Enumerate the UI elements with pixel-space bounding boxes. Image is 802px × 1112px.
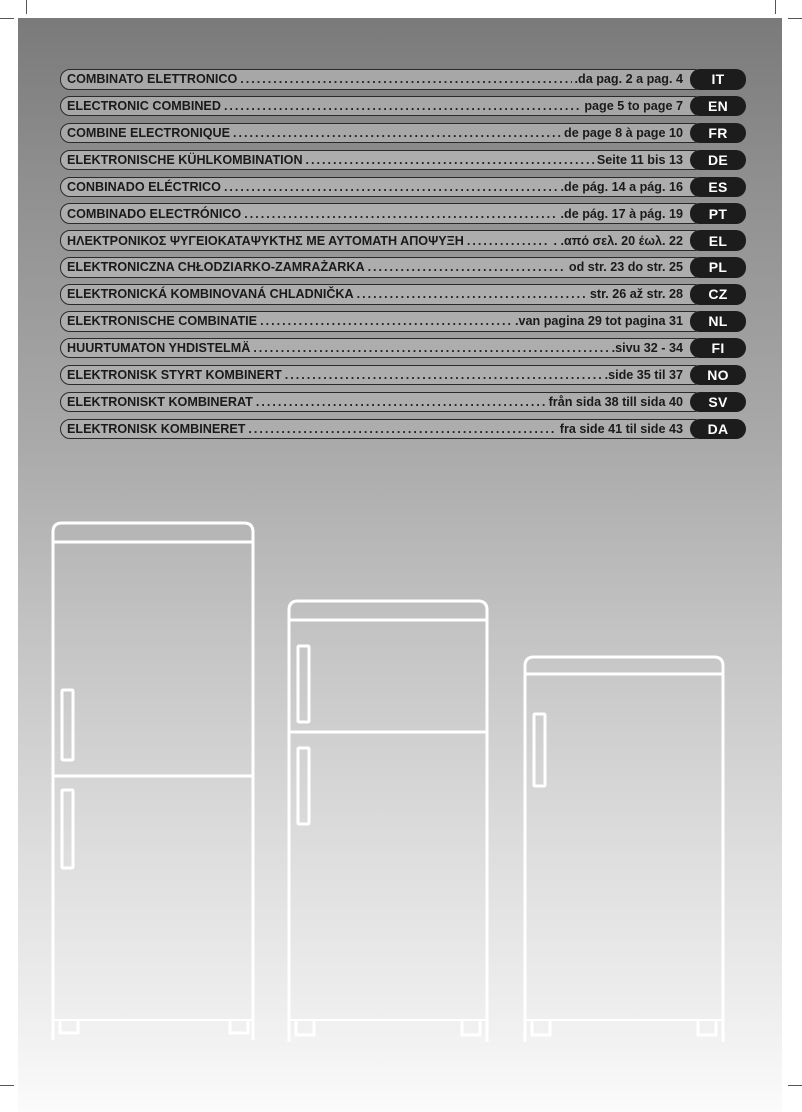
toc-entry — [60, 230, 704, 251]
toc-title: COMBINE ELECTRONIQUE — [67, 126, 231, 141]
toc-pages: från sida 38 till sida 40 — [548, 394, 683, 409]
toc-title: ELEKTRONICKÁ KOMBINOVANÁ CHLADNIČKA — [67, 287, 354, 302]
toc-pages: od str. 23 do str. 25 — [568, 260, 683, 275]
toc-title: ΗΛΕΚΤΡΟΝΙΚΟΣ ΨΥΓΕΙΟΚΑΤΑΨΥΚΤΗΣ ΜΕ ΑΥΤΟΜΑΤΗ ΑΠΟΨΥΞΗ — [67, 233, 464, 248]
language-code-badge: PT — [690, 203, 746, 224]
leader-dots — [233, 126, 561, 140]
toc-title: ELECTRONIC COMBINED — [67, 99, 221, 114]
language-code-badge: ES — [690, 177, 746, 198]
toc-row-cz[interactable] — [60, 284, 746, 305]
toc-title: ELEKTRONISK STYRT KOMBINERT — [67, 368, 282, 383]
crop-mark — [0, 18, 14, 19]
toc-row-en[interactable] — [60, 96, 746, 117]
leader-dots — [244, 207, 557, 221]
language-code-badge: CZ — [690, 284, 746, 305]
toc-title: ELEKTRONISCHE COMBINATIE — [67, 314, 258, 329]
toc-entry — [60, 203, 704, 224]
toc-pages: .de pág. 14 a pág. 16 — [560, 179, 683, 194]
leader-dots — [357, 287, 587, 301]
toc-pages: . .από σελ. 20 έωλ. 22 — [553, 233, 683, 248]
leader-dots — [240, 72, 571, 86]
toc-entry — [60, 257, 704, 278]
toc-row-fi[interactable] — [60, 338, 746, 359]
toc-row-no[interactable] — [60, 365, 746, 386]
language-code-badge: IT — [690, 69, 746, 90]
leader-dots — [285, 368, 602, 382]
toc-pages: Seite 11 bis 13 — [596, 152, 683, 167]
toc-pages: str. 26 až str. 28 — [589, 287, 683, 302]
toc-entry — [60, 123, 704, 144]
toc-pages: page 5 to page 7 — [584, 99, 683, 114]
toc-row-sv[interactable] — [60, 392, 746, 413]
toc-pages: de page 8 à page 10 — [564, 126, 683, 141]
leader-dots — [368, 260, 566, 274]
toc-row-de[interactable] — [60, 150, 746, 171]
toc-row-da[interactable] — [60, 419, 746, 440]
toc-entry — [60, 419, 704, 440]
leader-dots — [224, 180, 558, 194]
language-code-badge: EN — [690, 96, 746, 117]
toc-entry — [60, 284, 704, 305]
fridge-freezer-top-icon — [286, 598, 490, 1045]
toc-pages: .de pág. 17 à pág. 19 — [560, 206, 683, 221]
language-code-badge: PL — [690, 257, 746, 278]
language-code-badge: DA — [690, 419, 746, 440]
toc-row-fr[interactable] — [60, 123, 746, 144]
crop-mark — [0, 1085, 14, 1086]
toc-entry — [60, 311, 704, 332]
language-index — [60, 69, 746, 439]
toc-title: ELEKTRONISKT KOMBINERAT — [67, 394, 253, 409]
crop-mark — [775, 0, 776, 14]
leader-dots — [467, 234, 551, 248]
toc-title: CONBINADO ELÉCTRICO — [67, 179, 221, 194]
leader-dots — [248, 422, 556, 436]
toc-row-el[interactable] — [60, 230, 746, 251]
single-door-fridge-icon — [522, 654, 726, 1045]
toc-row-pl[interactable] — [60, 257, 746, 278]
language-code-badge: FR — [690, 123, 746, 144]
toc-row-it[interactable] — [60, 69, 746, 90]
toc-title: ELEKTRONISCHE KÜHLKOMBINATION — [67, 152, 303, 167]
toc-entry — [60, 338, 704, 359]
language-code-badge: EL — [690, 230, 746, 251]
leader-dots — [260, 314, 512, 328]
language-code-badge: SV — [690, 392, 746, 413]
toc-pages: .sivu 32 - 34 — [611, 341, 683, 356]
toc-row-nl[interactable] — [60, 311, 746, 332]
toc-title: COMBINATO ELETTRONICO — [67, 72, 238, 87]
toc-title: HUURTUMATON YHDISTELMÄ — [67, 341, 251, 356]
language-code-badge: NO — [690, 365, 746, 386]
toc-row-pt[interactable] — [60, 203, 746, 224]
crop-mark — [788, 18, 802, 19]
toc-entry — [60, 69, 704, 90]
fridge-freezer-bottom-icon — [50, 520, 256, 1045]
toc-entry — [60, 177, 704, 198]
toc-row-es[interactable] — [60, 177, 746, 198]
leader-dots — [253, 341, 608, 355]
toc-entry — [60, 96, 704, 117]
toc-title: ELEKTRONISK KOMBINERET — [67, 421, 246, 436]
toc-pages: fra side 41 til side 43 — [559, 421, 683, 436]
crop-mark — [26, 0, 27, 14]
leader-dots — [224, 99, 581, 113]
toc-pages: .da pag. 2 a pag. 4 — [574, 72, 683, 87]
toc-entry — [60, 150, 704, 171]
toc-entry — [60, 392, 704, 413]
toc-pages: .van pagina 29 tot pagina 31 — [515, 314, 683, 329]
leader-dots — [256, 395, 546, 409]
crop-mark — [788, 1085, 802, 1086]
toc-entry — [60, 365, 704, 386]
language-code-badge: NL — [690, 311, 746, 332]
leader-dots — [306, 153, 594, 167]
language-code-badge: DE — [690, 150, 746, 171]
toc-title: ELEKTRONICZNA CHŁODZIARKO-ZAMRAŻARKA — [67, 260, 365, 275]
toc-pages: .side 35 til 37 — [604, 368, 683, 383]
toc-title: COMBINADO ELECTRÓNICO — [67, 206, 242, 221]
language-code-badge: FI — [690, 338, 746, 359]
